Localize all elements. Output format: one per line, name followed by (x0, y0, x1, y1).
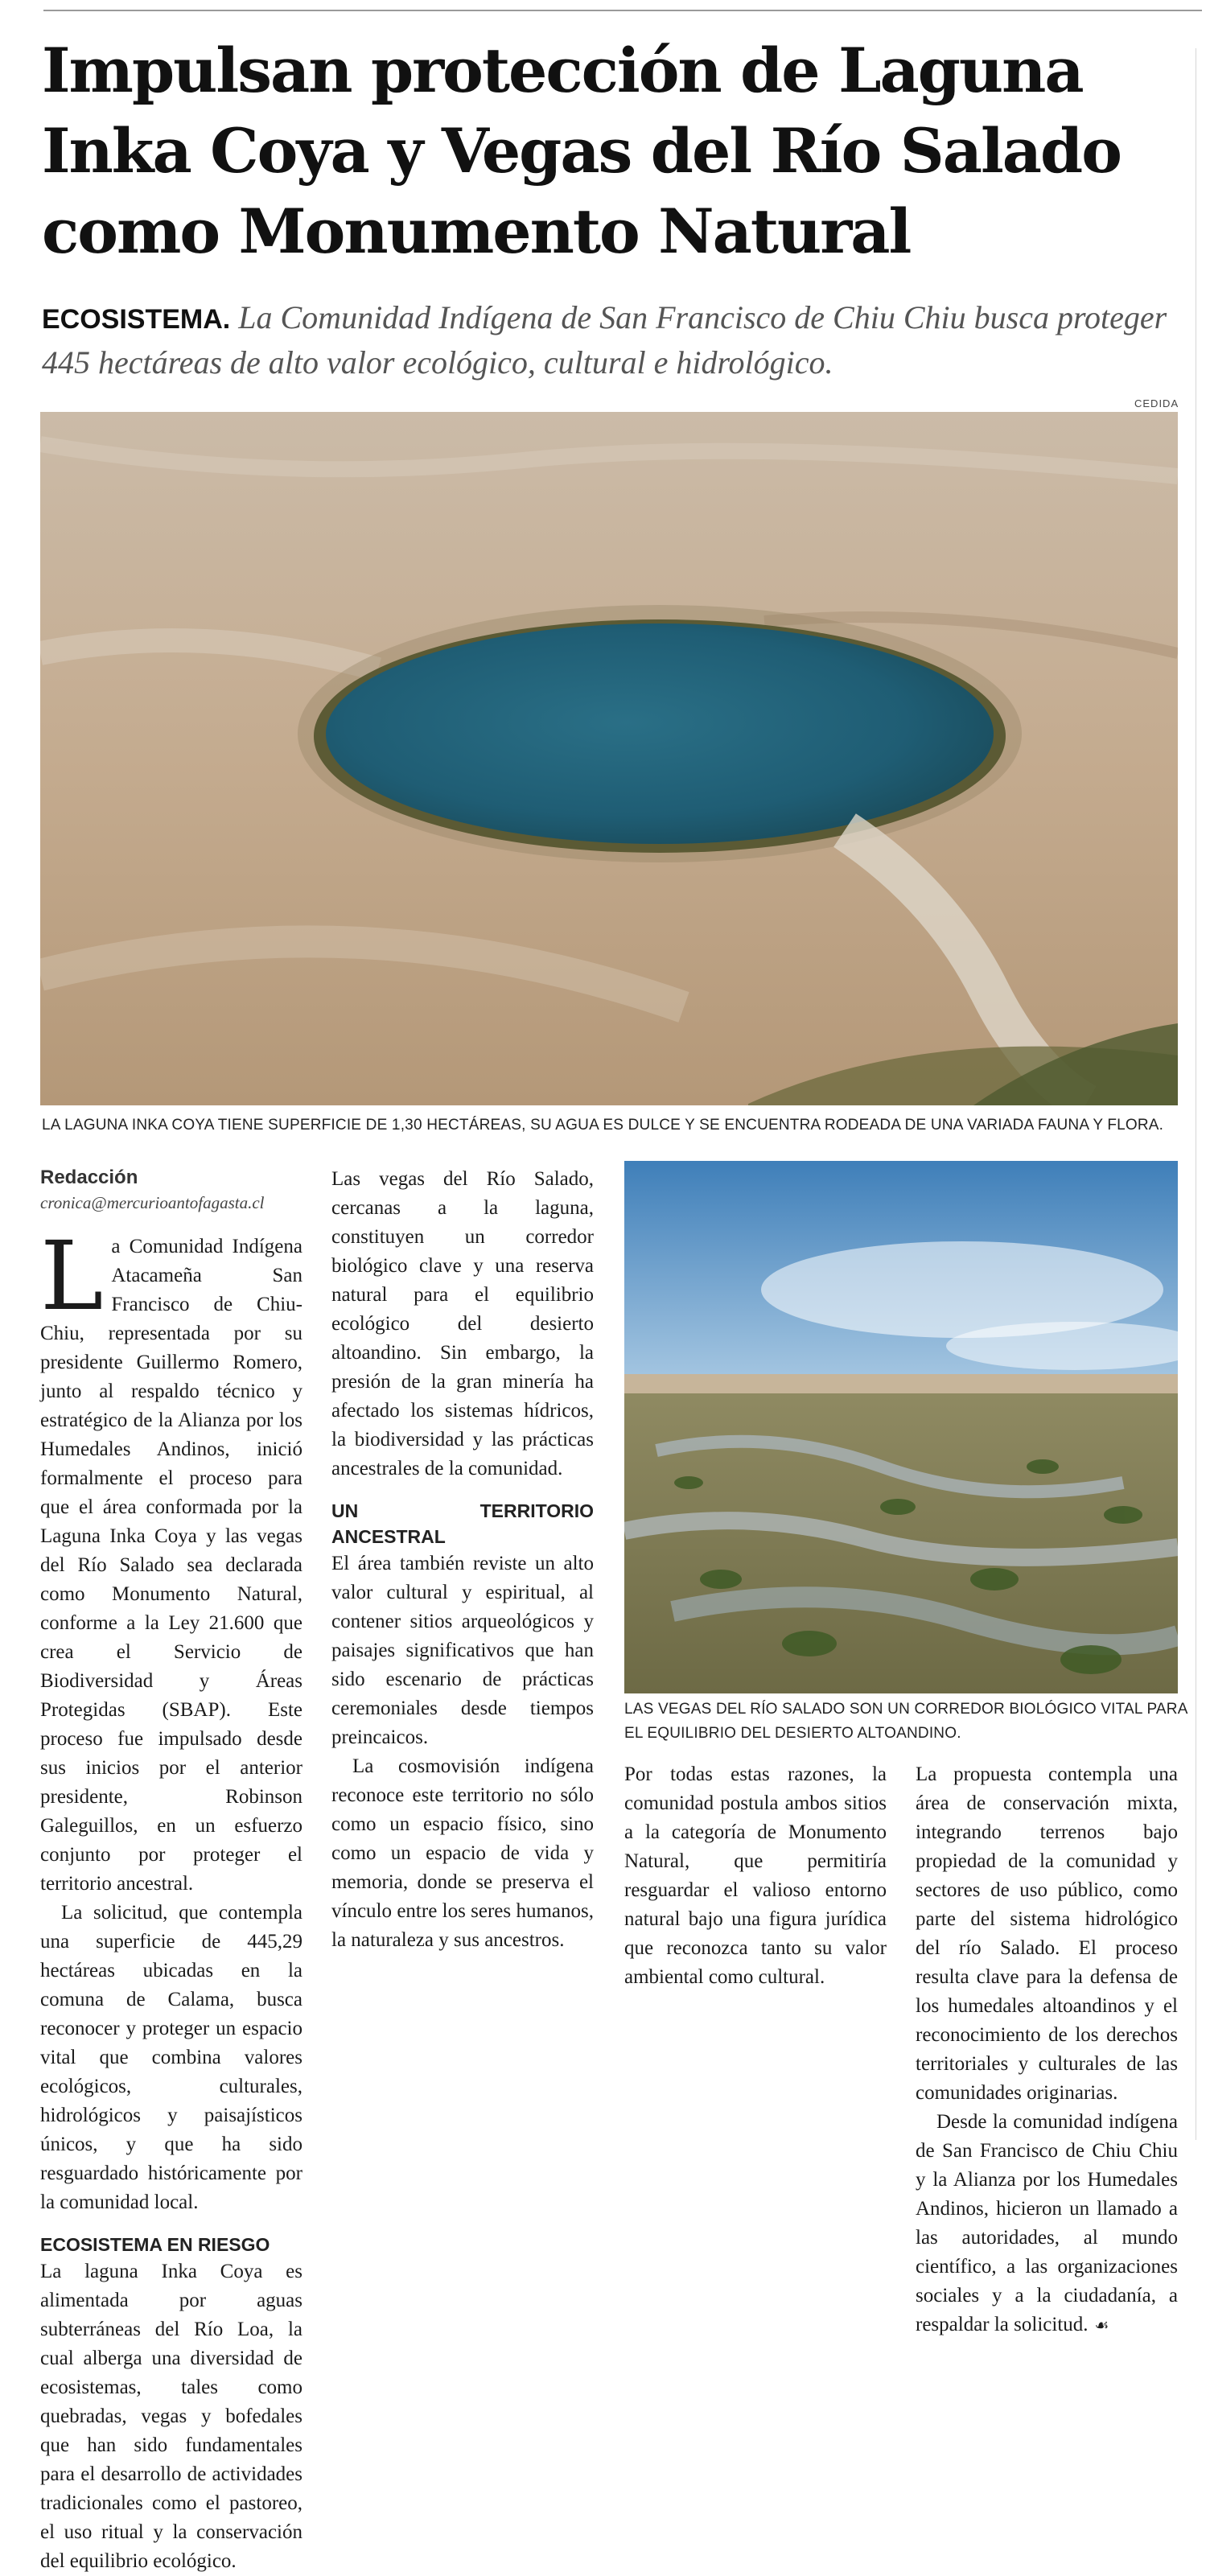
paragraph-5: El área también reviste un alto valor cultural y espiritual, al contener sitios arqueológicos y paisajes significativos que han sido escenario de prácticas ceremoniales desde tiempos preincaicos. (331, 1553, 594, 1748)
photo-credit: CEDIDA (1134, 397, 1179, 409)
top-rule (43, 10, 1202, 11)
article-column-3 (624, 1760, 887, 1992)
byline-author: Redacción (40, 1167, 138, 1188)
laguna-photo (40, 412, 1178, 1105)
adjacent-page-edge (1196, 48, 1208, 2140)
vegas-photo (624, 1161, 1178, 1693)
byline-email: cronica@mercurioantofagasta.cl (40, 1193, 265, 1212)
paragraph-4: Las vegas del Río Salado, cercanas a la laguna, constituyen un corredor biológico clave y una reserva natural para el equilibrio ecológico del desierto altoandino. Sin embargo, la presión de la gran minería ha afectado los sistemas hídricos, la biodiversidad y las prácticas ancestrales de la comunidad. (331, 1168, 594, 1479)
subhead-un-territorio-ancestral: UN TERRITORIO ANCESTRAL (331, 1500, 594, 1547)
end-mark-icon: ☙ (1094, 2317, 1109, 2335)
deck-text: La Comunidad Indígena de San Francisco de Chiu Chiu busca proteger 445 hectáreas de alto valor ecológico, cultural e hidrológico. (42, 299, 1167, 381)
headline: Impulsan protección de Laguna Inka Coya y Vegas del Río Salado como Monumento Natural (42, 35, 1121, 267)
paragraph-1: La Comunidad Indígena Atacameña San Francisco de Chiu-Chiu, representada por su presidente Guillermo Romero, junto al respaldo técnico y estratégico de la Alianza por los Humedales Andinos, inició formalmente el proceso para que el área conformada por la Laguna Inka Coya y las vegas del Río Salado sea declarada como Monumento Natural, conforme a la Ley 21.600 que crea el Servicio de Biodiversidad y Áreas Protegidas (SBAP). Este proceso fue impulsado desde sus inicios por el anterior presidente, Robinson Galeguillos, en un esfuerzo conjunto por proteger el territorio ancestral. (40, 1220, 302, 1895)
paragraph-7: Por todas estas razones, la comunidad postula ambos sitios a la categoría de Monumento Natural, que permitiría resguardar el valioso entorno natural bajo una figura jurídica que reconozca tanto su valor ambiental como cultural. (624, 1763, 887, 1988)
paragraph-6: La cosmovisión indígena reconoce este territorio no sólo como un espacio físico, sino como un espacio de vida y memoria, donde se preserva el vínculo entre los seres humanos, la naturaleza y sus ancestros. (331, 1755, 594, 1951)
deck-kicker: ECOSISTEMA. (42, 304, 231, 335)
article-column-2 (331, 1165, 594, 1955)
paragraph-9: Desde la comunidad indígena de San Francisco de Chiu Chiu y la Alianza por los Humedales Andinos, hicieron un llamado a las autoridades, al mundo científico, a las organizaciones sociales y a la ciudadanía, a respaldar la solicitud. ☙ (916, 2111, 1178, 2335)
deck (42, 296, 1168, 385)
dropcap: L (40, 1220, 104, 1331)
subhead-ecosistema-en-riesgo: ECOSISTEMA EN RIESGO (40, 2234, 270, 2255)
article-column-1 (40, 1165, 302, 2576)
paragraph-3: La laguna Inka Coya es alimentada por aguas subterráneas del Río Loa, la cual alberga una diversidad de ecosistemas, tales como quebradas, vegas y bofedales que han sido fundamentales para el desarrollo de actividades tradicionales como el pastoreo, el uso ritual y la conservación del equilibrio ecológico. (40, 2261, 302, 2572)
paragraph-8: La propuesta contempla una área de conservación mixta, integrando terrenos bajo propiedad de la comunidad y sectores de uso público, como parte del sistema hidrológico del río Salado. El proceso resulta clave para la defensa de los humedales altoandinos y el reconocimiento de los derechos territoriales y culturales de las comunidades originarias. (916, 1763, 1178, 2104)
article-column-4 (916, 1760, 1178, 2340)
laguna-photo-caption: LA LAGUNA INKA COYA TIENE SUPERFICIE DE 1,30 HECTÁREAS, SU AGUA ES DULCE Y SE ENCUENTRA RODEADA DE UNA VARIADA FAUNA Y FLORA. (42, 1117, 1164, 1134)
paragraph-2: La solicitud, que contempla una superficie de 445,29 hectáreas ubicadas en la comuna de Calama, busca reconocer y proteger un espacio vital que combina valores ecológicos, culturales, hidrológicos y paisajísticos únicos, y que ha sido resguardado históricamente por la comunidad local. (40, 1902, 302, 2213)
vegas-photo-caption: LAS VEGAS DEL RÍO SALADO SON UN CORREDOR BIOLÓGICO VITAL PARA EL EQUILIBRIO DEL DESIERTO ALTOANDINO. (624, 1701, 1187, 1742)
